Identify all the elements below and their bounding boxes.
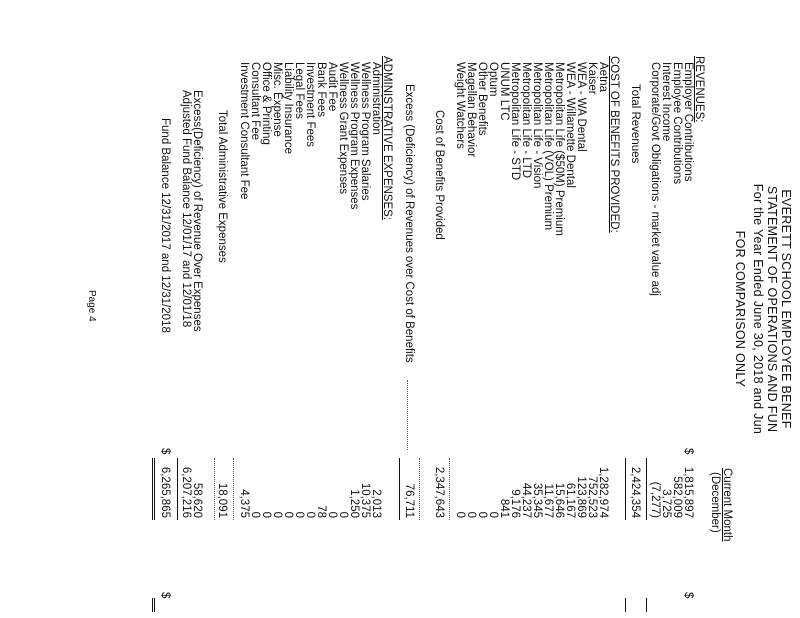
admin-value: 1,250 bbox=[348, 489, 360, 518]
subtotal-rule bbox=[449, 458, 450, 520]
excess-value: 76,711 bbox=[403, 483, 415, 518]
revenue-label: Interest Income bbox=[660, 62, 672, 142]
revenue-label: Corporate/Govt Obligations - market value adj bbox=[649, 62, 661, 296]
admin-label: Wellness Program Salaries bbox=[359, 62, 371, 201]
cost-label: Magellan Behavior bbox=[465, 62, 477, 158]
report-title: EVERETT SCHOOL EMPLOYEE BENEF bbox=[779, 189, 793, 429]
admin-label: Audit Fee bbox=[326, 62, 338, 112]
adjusted-balance-label: Adjusted Fund Balance 12/01/17 and 12/01/18 bbox=[180, 90, 192, 328]
excess-label: Excess (Deficiency) of Revenues over Cost of Benefits bbox=[403, 84, 415, 363]
admin-value: 2,013 bbox=[370, 489, 382, 518]
admin-label: Office & Printing bbox=[260, 62, 272, 145]
admin-heading: ADMINISTRATIVE EXPENSES: bbox=[381, 56, 393, 221]
cost-value: 752,523 bbox=[586, 476, 598, 518]
admin-label: Administration bbox=[370, 62, 382, 135]
report-subtitle: STATEMENT OF OPERATIONS AND FUN bbox=[765, 185, 779, 433]
cost-value: 841 bbox=[498, 498, 510, 518]
cost-label: Optum bbox=[487, 62, 499, 97]
fund-balance-label: Fund Balance 12/31/2017 and 12/31/2018 bbox=[159, 118, 171, 333]
dollar-sign: $ bbox=[682, 592, 694, 599]
net-excess-label: Excess(Deficiency) of Revenue Over Expenses bbox=[191, 90, 203, 332]
double-rule bbox=[152, 598, 155, 612]
admin-value: 4,375 bbox=[238, 489, 250, 518]
cost-label: WEA - Willamette Dental bbox=[564, 62, 576, 188]
revenue-label: Employer Contributions bbox=[682, 62, 694, 182]
cost-value: 123,869 bbox=[575, 476, 587, 518]
admin-value: 0 bbox=[271, 511, 283, 518]
admin-value: 0 bbox=[293, 511, 305, 518]
net-excess-value: 58,620 bbox=[191, 482, 203, 518]
report-period: For the Year Ended June 30, 2018 and Jun bbox=[751, 183, 765, 435]
page-number: Page 4 bbox=[86, 290, 97, 322]
revenues-heading: REVENUES: bbox=[693, 56, 705, 123]
cost-label: Weight Watchers bbox=[454, 62, 466, 149]
cost-value: 44,237 bbox=[520, 482, 532, 518]
cost-value: 1,282,974 bbox=[597, 466, 609, 518]
cost-total-value: 2,347,643 bbox=[433, 466, 445, 518]
admin-label: Legal Fees bbox=[293, 62, 305, 119]
admin-total-label: Total Administrative Expenses bbox=[216, 110, 228, 263]
admin-value: 0 bbox=[337, 511, 349, 518]
total-revenues-value: 2,424,354 bbox=[629, 466, 641, 518]
admin-label: Liability Insurance bbox=[282, 62, 294, 155]
column-subheader: (December) bbox=[709, 472, 721, 533]
cost-label: Kaiser bbox=[586, 62, 598, 95]
cost-value: 35,345 bbox=[531, 482, 543, 518]
admin-label: Wellness Grant Expenses bbox=[337, 62, 349, 195]
admin-value: 0 bbox=[326, 511, 338, 518]
admin-total-value: 18,091 bbox=[216, 482, 228, 518]
fund-balance-value: 6,265,865 bbox=[159, 466, 171, 518]
cost-value: 61,167 bbox=[564, 482, 576, 518]
subtotal-rule bbox=[177, 458, 178, 520]
cost-label: Aetna bbox=[597, 62, 609, 93]
costs-heading: COST OF BENEFITS PROVIDED: bbox=[608, 56, 620, 233]
admin-value: 0 bbox=[282, 511, 294, 518]
admin-value: 0 bbox=[304, 511, 316, 518]
subtotal-rule bbox=[214, 458, 215, 520]
revenue-value: (7,277) bbox=[649, 481, 661, 518]
dollar-sign: $ bbox=[159, 592, 171, 599]
subtotal-rule bbox=[399, 458, 400, 520]
cost-value: 9,176 bbox=[509, 489, 521, 518]
cost-label: Metropolitan Life - LTD bbox=[520, 62, 532, 179]
admin-label: Misc. Expense bbox=[271, 62, 283, 137]
admin-label: Investment Consultant Fee bbox=[238, 62, 250, 200]
subtotal-rule bbox=[646, 458, 647, 520]
cost-label: WEA - WA Dental bbox=[575, 62, 587, 152]
cost-label: Metropolitan Life ($50M) Premium bbox=[553, 62, 565, 236]
revenue-value: 1,815,897 bbox=[682, 466, 694, 518]
cost-value: 15,646 bbox=[553, 482, 565, 518]
cost-label: Metropolitan Life - STD bbox=[509, 62, 521, 181]
revenue-value: 582,009 bbox=[671, 476, 683, 518]
double-rule bbox=[152, 458, 155, 520]
cost-value: 0 bbox=[465, 511, 477, 518]
cost-value: 0 bbox=[454, 511, 466, 518]
cost-value: 0 bbox=[487, 511, 499, 518]
cost-value: 0 bbox=[476, 511, 488, 518]
total-revenues-label: Total Revenues bbox=[629, 84, 641, 164]
admin-value: 0 bbox=[260, 511, 272, 518]
admin-label: Wellness Program Expenses bbox=[348, 62, 360, 210]
subtotal-rule bbox=[233, 458, 234, 520]
cost-label: Metropolitan Life (VOL) Premium bbox=[542, 62, 554, 231]
revenue-value: 3,725 bbox=[660, 489, 672, 518]
admin-value: 78 bbox=[315, 505, 327, 518]
comparison-note: FOR COMPARISON ONLY bbox=[733, 230, 747, 388]
admin-label: Bank Fees bbox=[315, 62, 327, 117]
cost-label: UNUM LTC bbox=[498, 62, 510, 121]
subtotal-rule bbox=[646, 598, 647, 612]
cost-value: 11,677 bbox=[542, 483, 554, 518]
total-rule bbox=[625, 458, 626, 520]
cost-label: Other Benefits bbox=[476, 62, 488, 136]
total-rule bbox=[625, 598, 626, 612]
cost-label: Metropolitan Life - Vision bbox=[531, 62, 543, 189]
admin-label: Investment Fees bbox=[304, 62, 316, 148]
subtotal-rule bbox=[419, 458, 420, 520]
admin-label: Consultant Fee bbox=[249, 62, 261, 140]
dollar-sign: $ bbox=[682, 448, 694, 455]
cost-total-label: Cost of Benefits Provided bbox=[433, 110, 445, 240]
admin-value: 0 bbox=[249, 511, 261, 518]
adjusted-balance-value: 6,207,216 bbox=[180, 466, 192, 518]
admin-value: 10,375 bbox=[359, 482, 371, 518]
dollar-sign: $ bbox=[159, 448, 171, 455]
column-header: Current Month bbox=[721, 468, 733, 542]
revenue-label: Employee Contributions bbox=[671, 62, 683, 185]
